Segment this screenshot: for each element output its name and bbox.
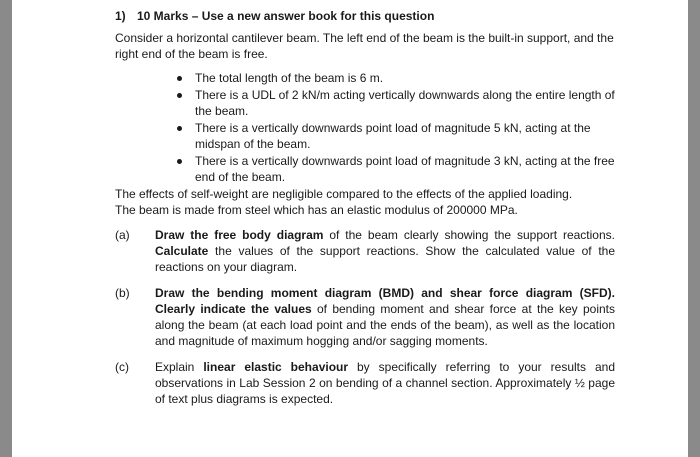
sub-question-a: [115, 227, 615, 275]
bullet-item: [175, 70, 615, 86]
plain-text: Explain: [155, 360, 204, 374]
bullet-text: There is a vertically downwards point load of magnitude 5 kN, acting at the midspan of the beam.: [195, 121, 591, 151]
bullet-text: The total length of the beam is 6 m.: [195, 71, 384, 85]
bullet-dot-icon: [177, 126, 182, 131]
sub-questions: [115, 227, 615, 407]
intro-paragraph: Consider a horizontal cantilever beam. The left end of the beam is the built-in support, and the right end of the beam is free.: [115, 31, 614, 61]
self-weight-paragraph: The effects of self-weight are negligible compared to the effects of the applied loading.: [115, 187, 573, 201]
document-page: [12, 0, 688, 457]
sub-question-b: [115, 285, 615, 349]
bullet-item: [175, 87, 615, 119]
question-title: 10 Marks – Use a new answer book for this question: [137, 9, 435, 23]
bold-text: linear elastic behaviour: [203, 360, 349, 374]
question-content: [115, 8, 615, 417]
plain-text: the values of the support reactions. Show the calculated value of the reactions on your diagram.: [155, 244, 615, 274]
bullet-item: [175, 120, 615, 152]
bullet-item: [175, 153, 615, 185]
plain-text: by specifically referring to your results and observations in Lab Session 2 on bending of a channel section. Approximately ½ page of text plus diagrams is expected.: [155, 360, 615, 406]
sub-question-text: [155, 359, 615, 407]
plain-text: of the beam clearly showing the support reactions.: [323, 228, 615, 242]
question-number: 1): [115, 9, 126, 23]
bold-text: Draw the bending moment diagram (BMD) and shear force diagram (SFD). Clearly indicate the values: [155, 286, 615, 316]
sub-question-text: [155, 227, 615, 275]
material-paragraph: The beam is made from steel which has an elastic modulus of 200000 MPa.: [115, 203, 518, 217]
bold-text: Draw the free body diagram: [155, 228, 324, 242]
sub-question-label: (c): [115, 360, 129, 374]
loading-bullet-list: [115, 70, 615, 185]
plain-text: of bending moment and shear force at the key points along the beam (at each load point and the ends of the beam), as well as the location and magnitude of maximum hogging and/or sagging moments.: [155, 302, 616, 348]
sub-question-c: [115, 359, 615, 407]
bullet-text: There is a vertically downwards point load of magnitude 3 kN, acting at the free end of the beam.: [195, 154, 615, 184]
bold-text: Calculate: [155, 244, 209, 258]
bullet-dot-icon: [177, 76, 182, 81]
sub-question-label: (a): [115, 228, 130, 242]
sub-question-label: (b): [115, 286, 130, 300]
question-heading: [115, 8, 615, 24]
bullet-text: There is a UDL of 2 kN/m acting vertically downwards along the entire length of the beam.: [195, 88, 615, 118]
bullet-dot-icon: [177, 93, 182, 98]
sub-question-text: [155, 285, 615, 349]
bullet-dot-icon: [177, 159, 182, 164]
